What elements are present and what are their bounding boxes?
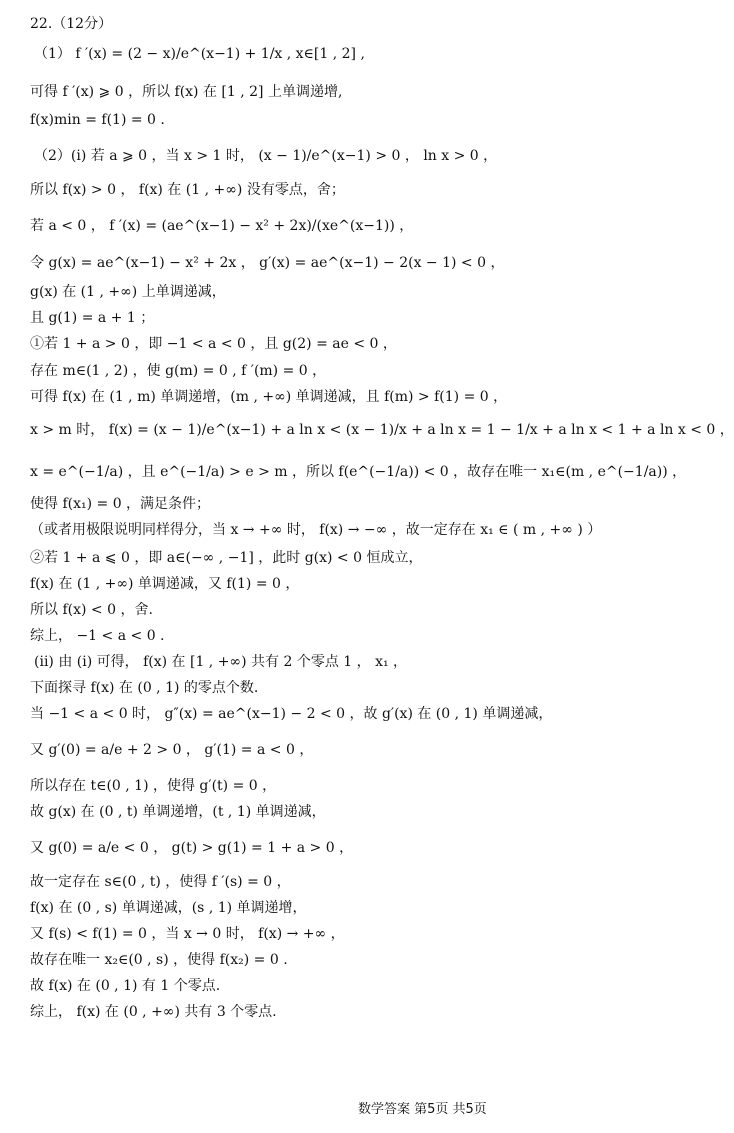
solution-line: 故存在唯一 x₂∈(0 , s) ，使得 f(x₂) = 0 . — [30, 952, 288, 968]
solution-line: f(x) 在 (0 , s) 单调递减，(s , 1) 单调递增， — [30, 900, 307, 916]
solution-line: （1） f ′(x) = (2 − x)/e^(x−1) + 1/x , x∈[1 , 2] , — [34, 46, 365, 62]
solution-line: ①若 1 + a > 0 ，即 −1 < a < 0 ，且 g(2) = ae < 0 ， — [30, 336, 397, 352]
solution-line: 且 g(1) = a + 1 ； — [30, 310, 155, 326]
solution-line: 所以存在 t∈(0 , 1) ，使得 g′(t) = 0 ， — [30, 778, 277, 794]
solution-line: 使得 f(x₁) = 0 ，满足条件； — [30, 496, 211, 512]
problem-number: 22.（12分） — [30, 16, 113, 32]
solution-line: 当 −1 < a < 0 时， g″(x) = ae^(x−1) − 2 < 0 ，故 g′(x) 在 (0 , 1) 单调递减， — [30, 706, 553, 722]
solution-line: 又 g(0) = a/e < 0 ， g(t) > g(1) = 1 + a > 0 ， — [30, 840, 354, 856]
solution-line: 故 f(x) 在 (0 , 1) 有 1 个零点. — [30, 978, 221, 994]
solution-line: g(x) 在 (1 , +∞) 上单调递减， — [30, 284, 226, 300]
solution-line: x > m 时， f(x) = (x − 1)/e^(x−1) + a ln x < (x − 1)/x + a ln x = 1 − 1/x + a ln x < 1 + a ln x < 0 ， — [30, 422, 734, 438]
solution-line: 综上， f(x) 在 (0 , +∞) 共有 3 个零点. — [30, 1004, 277, 1020]
solution-line: 又 g′(0) = a/e + 2 > 0 ， g′(1) = a < 0 ， — [30, 742, 314, 758]
solution-line: （或者用极限说明同样得分，当 x → +∞ 时， f(x) → −∞ ，故一定存在 x₁ ∈ ( m , +∞ ) ） — [30, 522, 602, 538]
solution-line: 又 f(s) < f(1) = 0 ，当 x → 0 时， f(x) → +∞ ， — [30, 926, 345, 942]
solution-line: 故 g(x) 在 (0 , t) 单调递增，(t , 1) 单调递减， — [30, 804, 326, 820]
solution-line: 可得 f ′(x) ⩾ 0 ，所以 f(x) 在 [1 , 2] 上单调递增, — [30, 84, 343, 100]
solution-line: x = e^(−1/a) ，且 e^(−1/a) > e > m ，所以 f(e^(−1/a)) < 0 ，故存在唯一 x₁∈(m , e^(−1/a)) ， — [30, 464, 687, 480]
solution-line: f(x) 在 (1 , +∞) 单调递减，又 f(1) = 0 ， — [30, 576, 300, 592]
solution-line: 若 a < 0 ， f ′(x) = (ae^(x−1) − x² + 2x)/(xe^(x−1)) ， — [30, 218, 414, 234]
solution-line: 存在 m∈(1 , 2) ，使 g(m) = 0 , f ′(m) = 0 ， — [30, 363, 327, 379]
solution-line: (ii) 由 (i) 可得， f(x) 在 [1 , +∞) 共有 2 个零点 1 ， x₁ ， — [34, 654, 408, 670]
solution-line: （2）(i) 若 a ⩾ 0 ，当 x > 1 时， (x − 1)/e^(x−1) > 0 ， ln x > 0 ， — [34, 148, 498, 164]
solution-line: ②若 1 + a ⩽ 0 ，即 a∈(−∞ , −1] ，此时 g(x) < 0 恒成立， — [30, 550, 423, 566]
solution-line: f(x)min = f(1) = 0 . — [30, 112, 165, 128]
solution-line: 综上， −1 < a < 0 . — [30, 628, 165, 644]
solution-line: 所以 f(x) > 0 ， f(x) 在 (1 , +∞) 没有零点，舍； — [30, 182, 345, 198]
solution-line: 令 g(x) = ae^(x−1) − x² + 2x ， g′(x) = ae^(x−1) − 2(x − 1) < 0 ， — [30, 255, 505, 271]
page-footer: 数学答案 第5页 共5页 — [358, 1102, 487, 1117]
solution-line: 可得 f(x) 在 (1 , m) 单调递增，(m , +∞) 单调递减，且 f(m) > f(1) = 0 ， — [30, 389, 508, 405]
solution-line: 下面探寻 f(x) 在 (0 , 1) 的零点个数. — [30, 680, 259, 696]
solution-line: 故一定存在 s∈(0 , t) ，使得 f ′(s) = 0 ， — [30, 874, 291, 890]
solution-line: 所以 f(x) < 0 ，舍. — [30, 602, 153, 618]
